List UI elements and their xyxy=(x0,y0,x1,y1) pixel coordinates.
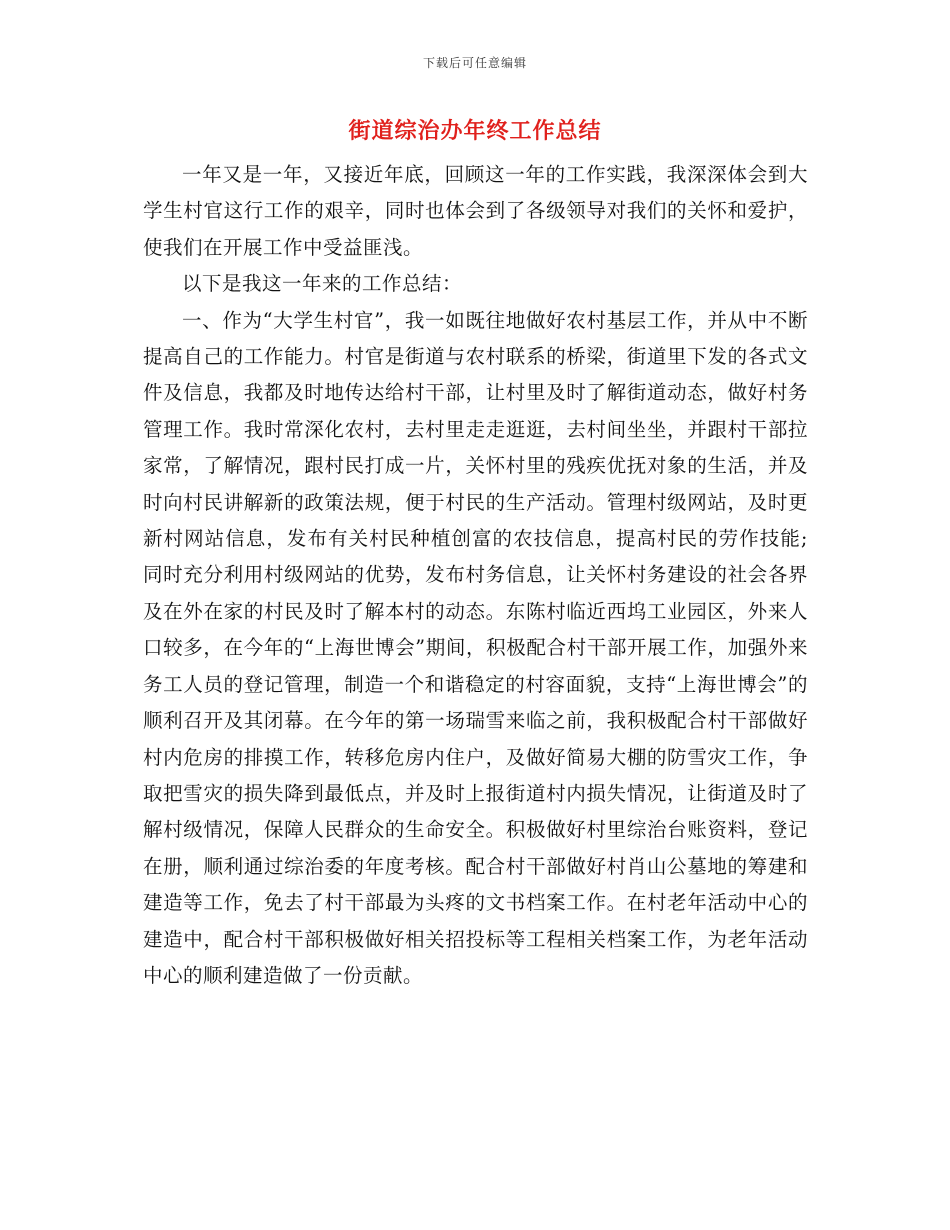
paragraph-intro: 一年又是一年，又接近年底，回顾这一年的工作实践，我深深体会到大学生村官这行工作的艰辛，同时也体会到了各级领导对我们的关怀和爱护，使我们在开展工作中受益匪浅。 xyxy=(143,163,808,259)
document-title: 街道综治办年终工作总结 xyxy=(348,119,602,144)
paragraph-section-one: 一、作为“大学生村官”，我一如既往地做好农村基层工作，并从中不断提高自己的工作能力。村官是街道与农村联系的桥梁，街道里下发的各式文件及信息，我都及时地传达给村干部，让村里及时了解街道动态，做好村务管理工作。我时常深化农村，去村里走走逛逛，去村间坐坐，并跟村干部拉家常，了解情况，跟村民打成一片，关怀村里的残疾优抚对象的生活，并及时向村民讲解新的政策法规，便于村民的生产活动。管理村级网站，及时更新村网站信息，发布有关村民种植创富的农技信息，提高村民的劳作技能;同时充分利用村级网站的优势，发布村务信息，让关怀村务建设的社会各界及在外在家的村民及时了解本村的动态。东陈村临近西坞工业园区，外来人口较多，在今年的“上海世博会”期间，积极配合村干部开展工作，加强外来务工人员的登记管理，制造一个和谐稳定的村容面貌，支持“上海世博会”的顺利召开及其闭幕。在今年的第一场瑞雪来临之前，我积极配合村干部做好村内危房的排摸工作，转移危房内住户，及做好简易大棚的防雪灾工作，争取把雪灾的损失降到最低点，并及时上报街道村内损失情况，让街道及时了解村级情况，保障人民群众的生命安全。积极做好村里综治台账资料，登记在册，顺利通过综治委的年度考核。配合村干部做好村肖山公墓地的筹建和建造等工作，免去了村干部最为头疼的文书档案工作。在村老年活动中心的建造中，配合村干部积极做好相关招投标等工程相关档案工作，为老年活动中心的顺利建造做了一份贡献。 xyxy=(143,308,808,987)
document-body xyxy=(143,157,808,994)
paragraph-summary-lead: 以下是我这一年来的工作总结： xyxy=(182,272,463,296)
header-note: 下载后可任意编辑 xyxy=(422,56,527,70)
